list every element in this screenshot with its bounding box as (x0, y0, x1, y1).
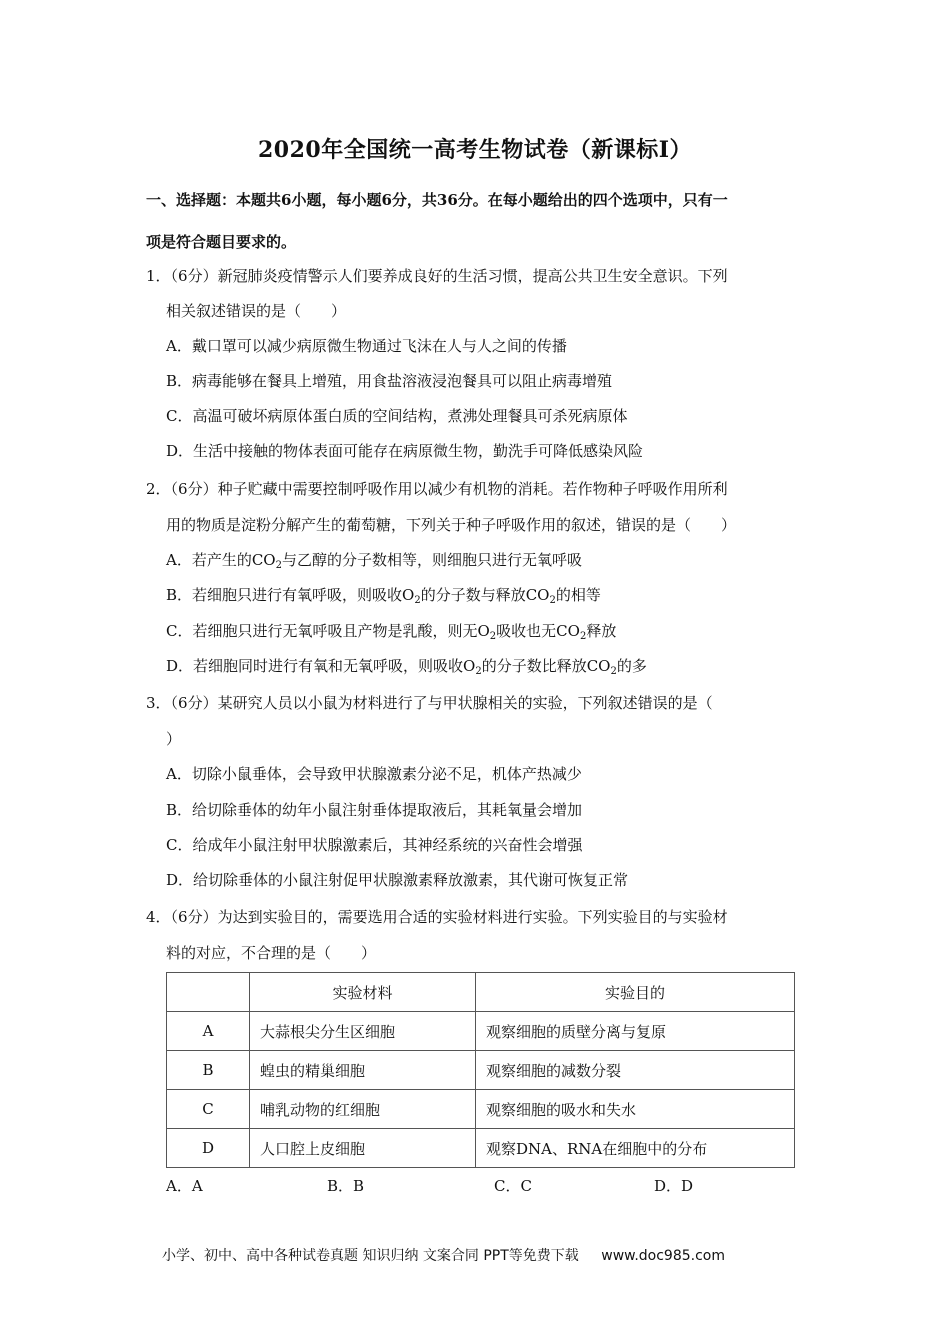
question-3-option-a: A．切除小鼠垂体，会导致甲状腺激素分泌不足，机体产热减少 (166, 765, 582, 783)
table-cell-material: 人口腔上皮细胞 (250, 1129, 476, 1168)
question-1-stem-cont: 相关叙述错误的是（ ） (166, 302, 347, 320)
table-cell-label: B (167, 1051, 250, 1090)
answer-option-d: D．D (654, 1177, 694, 1195)
answer-option-a: A．A (166, 1177, 203, 1195)
table-cell-purpose: 观察细胞的吸水和失水 (476, 1090, 795, 1129)
table-cell-material: 大蒜根尖分生区细胞 (250, 1012, 476, 1051)
section-heading-line-2: 项是符合题目要求的。 (146, 233, 297, 251)
question-4-stem-cont: 料的对应，不合理的是（ ） (166, 944, 377, 962)
question-1-option-c: C．高温可破坏病原体蛋白质的空间结构，煮沸处理餐具可杀死病原体 (166, 407, 628, 425)
question-2-option-d: D．若细胞同时进行有氧和无氧呼吸，则吸收$O_2$的分子数比释放$CO_2$的多 (166, 657, 647, 677)
question-2-stem: 2．（6分）种子贮藏中需要控制呼吸作用以减少有机物的消耗。若作物种子呼吸作用所利 (146, 480, 728, 498)
table-cell-purpose: 观察DNA、RNA在细胞中的分布 (476, 1129, 795, 1168)
question-2-option-b: B．若细胞只进行有氧呼吸，则吸收$O_2$的分子数与释放$CO_2$的相等 (166, 586, 601, 606)
question-3-stem-cont: ） (166, 730, 182, 748)
experiment-table (166, 972, 795, 1168)
footer-banner (162, 1245, 725, 1265)
question-3-option-c: C．给成年小鼠注射甲状腺激素后，其神经系统的兴奋性会增强 (166, 836, 583, 854)
question-1-option-b: B．病毒能够在餐具上增殖，用食盐溶液浸泡餐具可以阻止病毒增殖 (166, 372, 613, 390)
footer-url: www.doc985.com (601, 1248, 725, 1264)
table-header-row (167, 973, 795, 1012)
table-cell-material: 哺乳动物的红细胞 (250, 1090, 476, 1129)
table-row (167, 1090, 795, 1129)
question-3-option-b: B．给切除垂体的幼年小鼠注射垂体提取液后，其耗氧量会增加 (166, 801, 583, 819)
table-header-cell (167, 973, 250, 1012)
table-row (167, 1129, 795, 1168)
table-cell-label: C (167, 1090, 250, 1129)
answer-option-b: B．B (327, 1177, 365, 1195)
question-2-option-a: A．若产生的$CO_2$与乙醇的分子数相等，则细胞只进行无氧呼吸 (166, 551, 582, 571)
question-4-stem: 4．（6分）为达到实验目的，需要选用合适的实验材料进行实验。下列实验目的与实验材 (146, 908, 728, 926)
table-row (167, 1012, 795, 1051)
question-1-option-a: A．戴口罩可以减少病原微生物通过飞沫在人与人之间的传播 (166, 337, 567, 355)
table-cell-purpose: 观察细胞的质壁分离与复原 (476, 1012, 795, 1051)
table-header-cell: 实验材料 (250, 973, 476, 1012)
question-1-stem: 1．（6分）新冠肺炎疫情警示人们要养成良好的生活习惯，提高公共卫生安全意识。下列 (146, 267, 728, 285)
page-title: 2020年全国统一高考生物试卷（新课标Ⅰ） (257, 137, 693, 163)
question-3-option-d: D．给切除垂体的小鼠注射促甲状腺激素释放激素，其代谢可恢复正常 (166, 871, 629, 889)
footer-text: 小学、初中、高中各种试卷真题 知识归纳 文案合同 PPT等免费下载 (162, 1248, 579, 1264)
table-cell-label: A (167, 1012, 250, 1051)
section-heading-line-1: 一、选择题：本题共6小题，每小题6分，共36分。在每小题给出的四个选项中，只有一 (146, 191, 728, 209)
table-cell-label: D (167, 1129, 250, 1168)
question-3-stem: 3．（6分）某研究人员以小鼠为材料进行了与甲状腺相关的实验，下列叙述错误的是（ (146, 694, 713, 712)
question-2-stem-cont: 用的物质是淀粉分解产生的葡萄糖，下列关于种子呼吸作用的叙述，错误的是（ ） (166, 516, 737, 534)
answer-option-c: C．C (494, 1177, 532, 1195)
question-1-option-d: D．生活中接触的物体表面可能存在病原微生物，勤洗手可降低感染风险 (166, 442, 644, 460)
question-2-option-c: C．若细胞只进行无氧呼吸且产物是乳酸，则无$O_2$吸收也无$CO_2$释放 (166, 622, 617, 642)
table-row (167, 1051, 795, 1090)
table-header-cell: 实验目的 (476, 973, 795, 1012)
table-cell-material: 蝗虫的精巢细胞 (250, 1051, 476, 1090)
table-cell-purpose: 观察细胞的减数分裂 (476, 1051, 795, 1090)
